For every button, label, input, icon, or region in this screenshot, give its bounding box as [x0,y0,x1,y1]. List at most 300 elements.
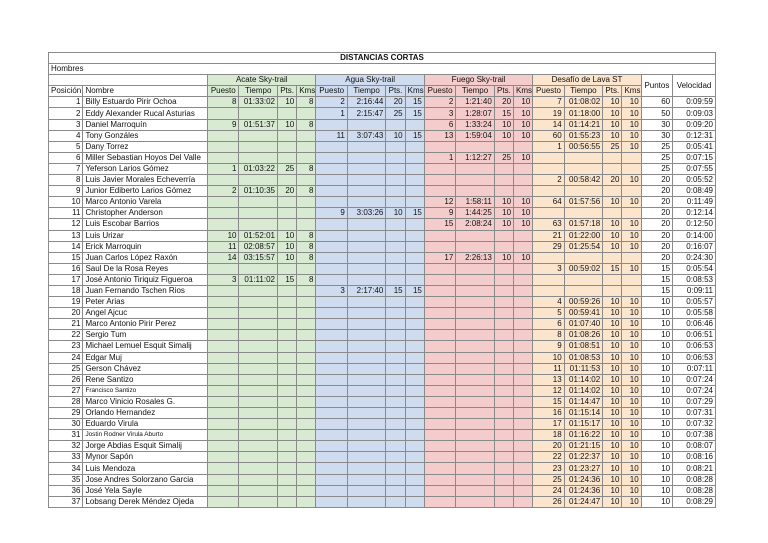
race-cell [405,474,424,485]
row-speed: 0:05:58 [673,308,716,319]
race-cell: 10 [622,297,641,308]
race-cell: 00:59:26 [564,297,603,308]
row-name: Gerson Chávez [83,363,208,374]
race-cell [277,363,296,374]
row-name: Francisco Santizo [83,385,208,396]
row-position: 33 [49,452,83,463]
race-cell [456,463,495,474]
race-cell [386,175,405,186]
race-cell [277,419,296,430]
race-cell [386,463,405,474]
race-cell [316,396,347,407]
row-position: 30 [49,419,83,430]
race-cell [494,186,513,197]
table-row [49,485,716,496]
table-row [49,263,716,274]
race-cell [316,419,347,430]
race-cell [494,463,513,474]
race-cell [347,385,386,396]
race-cell [239,352,278,363]
race-cell [297,308,316,319]
race-cell [456,285,495,296]
subheader-cell: Puesto [208,86,239,97]
race-cell [277,474,296,485]
table-row [49,274,716,285]
race-cell: 25 [533,474,564,485]
race-cell [297,285,316,296]
race-cell: 9 [533,341,564,352]
race-cell [456,330,495,341]
race-cell [622,152,641,163]
race-cell [494,474,513,485]
category-label: Hombres [49,64,716,75]
race-cell [514,474,533,485]
race-cell [424,186,455,197]
race-cell [494,496,513,507]
race-cell: 3 [316,285,347,296]
race-cell [316,485,347,496]
race-cell [514,463,533,474]
race-cell [297,463,316,474]
race-cell [208,396,239,407]
race-cell: 10 [514,130,533,141]
row-name: José Yela Sayle [83,485,208,496]
race-cell [424,396,455,407]
race-cell [564,274,603,285]
subheader-cell: Puesto [424,86,455,97]
race-cell: 10 [494,219,513,230]
race-cell [386,419,405,430]
table-row [49,441,716,452]
race-cell [386,385,405,396]
race-cell [424,385,455,396]
race-cell: 25 [386,108,405,119]
race-cell: 22 [533,452,564,463]
race-cell [239,485,278,496]
race-cell [405,241,424,252]
race-cell [316,319,347,330]
race-cell: 24 [533,485,564,496]
table-row [49,330,716,341]
race-cell [297,208,316,219]
table-row [49,341,716,352]
table-row [49,252,716,263]
race-cell: 10 [622,130,641,141]
race-cell [347,219,386,230]
race-cell [239,474,278,485]
race-cell [277,308,296,319]
race-cell: 2:26:13 [456,252,495,263]
race-cell [208,208,239,219]
race-cell: 20 [277,186,296,197]
race-cell: 10 [622,441,641,452]
race-cell [514,263,533,274]
race-cell: 00:59:41 [564,308,603,319]
race-cell: 01:08:02 [564,97,603,108]
race-cell: 3 [208,274,239,285]
row-speed: 0:09:03 [673,108,716,119]
race-cell [424,330,455,341]
row-position: 1 [49,97,83,108]
table-row [49,230,716,241]
race-cell: 25 [277,163,296,174]
race-cell: 10 [622,485,641,496]
race-cell: 10 [603,363,622,374]
race-cell: 01:08:53 [564,352,603,363]
race-cell [386,141,405,152]
race-cell: 25 [494,152,513,163]
race-cell: 01:11:02 [239,274,278,285]
race-cell [386,230,405,241]
race-cell [239,452,278,463]
race-cell [514,285,533,296]
subheader-cell: Pts. [494,86,513,97]
race-cell: 3:03:26 [347,208,386,219]
row-position: 18 [49,285,83,296]
race-cell: 3 [533,263,564,274]
row-speed: 0:05:57 [673,297,716,308]
race-cell [405,485,424,496]
race-cell [347,175,386,186]
race-cell [316,186,347,197]
row-points: 10 [641,496,672,507]
row-position: 23 [49,341,83,352]
race-cell: 10 [514,119,533,130]
race-cell: 15 [405,97,424,108]
race-cell [316,297,347,308]
race-cell [405,330,424,341]
race-cell [347,319,386,330]
race-cell [316,274,347,285]
row-name: Jostin Rodner Virula Aburto [83,430,208,441]
race-cell [277,297,296,308]
race-cell [386,330,405,341]
race-cell: 8 [297,252,316,263]
race-cell [424,408,455,419]
race-cell [347,485,386,496]
row-speed: 0:05:54 [673,263,716,274]
race-cell: 2 [424,97,455,108]
race-cell [456,163,495,174]
race-cell: 10 [622,263,641,274]
row-name: Erick Marroquin [83,241,208,252]
race-cell [347,419,386,430]
race-cell: 10 [622,341,641,352]
row-position: 12 [49,219,83,230]
race-cell: 01:33:02 [239,97,278,108]
row-points: 15 [641,285,672,296]
race-cell [386,496,405,507]
race-cell [297,219,316,230]
race-cell: 11 [316,130,347,141]
race-cell [405,430,424,441]
race-cell: 15 [405,208,424,219]
race-cell: 10 [603,463,622,474]
row-points: 20 [641,186,672,197]
race-cell: 01:11:53 [564,363,603,374]
results-body [49,97,716,507]
row-name: Luis Escobar Barrios [83,219,208,230]
race-cell [424,441,455,452]
race-cell [297,341,316,352]
race-cell [316,241,347,252]
race-cell: 5 [533,308,564,319]
row-name: Luis Mendoza [83,463,208,474]
row-name: Edgar Muj [83,352,208,363]
race-cell: 1:21:40 [456,97,495,108]
race-cell: 10 [603,496,622,507]
header-position: Posición [49,86,83,97]
race-cell [239,208,278,219]
race-cell: 10 [622,419,641,430]
row-speed: 0:07:24 [673,385,716,396]
row-speed: 0:06:53 [673,352,716,363]
row-name: Marco Antonio Varela [83,197,208,208]
race-cell: 10 [277,241,296,252]
row-position: 9 [49,186,83,197]
race-cell: 10 [603,385,622,396]
race-cell [533,186,564,197]
race-cell: 15 [603,263,622,274]
row-position: 2 [49,108,83,119]
row-points: 10 [641,308,672,319]
race-cell [208,430,239,441]
race-cell: 2:08:24 [456,219,495,230]
row-points: 50 [641,108,672,119]
race-cell: 10 [622,352,641,363]
race-cell [208,130,239,141]
row-position: 34 [49,463,83,474]
race-cell [386,152,405,163]
race-cell: 01:14:47 [564,396,603,407]
race-cell [514,396,533,407]
row-points: 10 [641,352,672,363]
race-cell: 15 [277,274,296,285]
race-cell [239,396,278,407]
row-position: 7 [49,163,83,174]
race-cell [456,241,495,252]
race-cell: 9 [424,208,455,219]
race-cell: 01:08:51 [564,341,603,352]
race-cell: 10 [603,308,622,319]
race-cell [208,152,239,163]
race-cell [424,141,455,152]
race-cell: 10 [603,197,622,208]
race-cell [316,374,347,385]
race-cell [316,430,347,441]
table-row [49,186,716,197]
race-cell [405,308,424,319]
row-speed: 0:08:29 [673,496,716,507]
race-cell [386,374,405,385]
race-cell [456,441,495,452]
race-cell [347,297,386,308]
race-cell: 01:55:23 [564,130,603,141]
race-cell: 01:15:17 [564,419,603,430]
race-cell: 10 [603,230,622,241]
row-position: 26 [49,374,83,385]
race-cell [297,441,316,452]
race-cell: 1 [424,152,455,163]
race-cell [405,374,424,385]
row-points: 10 [641,452,672,463]
race-cell: 10 [622,463,641,474]
table-row [49,208,716,219]
race-cell: 29 [533,241,564,252]
row-points: 10 [641,430,672,441]
race-cell: 10 [622,319,641,330]
race-cell [239,175,278,186]
race-cell: 2:16:44 [347,97,386,108]
race-cell [456,186,495,197]
race-cell [347,463,386,474]
race-cell [208,496,239,507]
race-cell: 01:14:02 [564,374,603,385]
race-cell [456,408,495,419]
row-points: 10 [641,463,672,474]
race-cell: 10 [386,130,405,141]
subheader-cell: Tiempo [564,86,603,97]
race-cell [297,419,316,430]
race-cell: 25 [603,141,622,152]
race-cell: 10 [622,230,641,241]
race-cell: 10 [622,97,641,108]
race-cell [494,163,513,174]
race-cell [424,474,455,485]
race-cell [239,141,278,152]
race-cell: 10 [494,197,513,208]
race-cell [347,263,386,274]
race-cell: 8 [297,230,316,241]
race-cell [297,152,316,163]
row-name: Dany Torrez [83,141,208,152]
row-points: 20 [641,241,672,252]
race-cell [316,474,347,485]
race-cell [386,186,405,197]
race-cell: 10 [622,175,641,186]
race-cell [208,219,239,230]
row-points: 10 [641,441,672,452]
table-row [49,219,716,230]
race-cell [208,330,239,341]
race-cell [456,396,495,407]
race-cell [277,130,296,141]
race-cell: 8 [533,330,564,341]
race-cell [424,241,455,252]
race-cell: 15 [386,285,405,296]
race-cell [386,263,405,274]
race-cell: 8 [297,163,316,174]
race-cell [386,252,405,263]
race-cell: 10 [603,441,622,452]
race-cell: 10 [622,430,641,441]
row-points: 60 [641,97,672,108]
race-cell [514,163,533,174]
row-speed: 0:08:28 [673,485,716,496]
race-cell: 10 [603,396,622,407]
row-name: Junior Ediberto Larios Gómez [83,186,208,197]
race-cell [347,408,386,419]
row-points: 10 [641,319,672,330]
race-cell [239,297,278,308]
race-cell: 18 [533,430,564,441]
row-speed: 0:07:24 [673,374,716,385]
race-cell [456,175,495,186]
row-name: Juan Carlos López Raxón [83,252,208,263]
race-cell [456,352,495,363]
header-name: Nombre [83,86,208,97]
race-cell [494,341,513,352]
table-row [49,385,716,396]
race-cell [494,274,513,285]
race-cell: 11 [208,241,239,252]
race-cell: 01:08:26 [564,330,603,341]
race-cell [405,452,424,463]
row-points: 20 [641,219,672,230]
race-cell [386,341,405,352]
race-cell: 10 [622,496,641,507]
race-cell: 10 [622,219,641,230]
race-cell [297,452,316,463]
race-cell [316,408,347,419]
race-cell [347,430,386,441]
race-cell [494,352,513,363]
race-cell: 01:15:14 [564,408,603,419]
race-cell: 10 [514,152,533,163]
race-cell [494,396,513,407]
race-cell [405,463,424,474]
race-cell [347,474,386,485]
race-cell: 10 [622,385,641,396]
race-cell [277,197,296,208]
race-cell: 01:24:36 [564,485,603,496]
race-cell [239,463,278,474]
race-cell [277,396,296,407]
race-cell [456,141,495,152]
table-row [49,152,716,163]
race-cell [277,263,296,274]
race-cell [603,274,622,285]
race-cell: 01:14:02 [564,385,603,396]
race-cell [239,285,278,296]
row-position: 31 [49,430,83,441]
race-cell [347,308,386,319]
row-name: Peter Arias [83,297,208,308]
race-cell: 12 [533,385,564,396]
row-speed: 0:07:29 [673,396,716,407]
race-cell [316,119,347,130]
subheader-cell: Pts. [386,86,405,97]
race-cell [405,385,424,396]
race-cell [424,374,455,385]
race-cell [622,274,641,285]
row-speed: 0:07:15 [673,152,716,163]
row-speed: 0:12:31 [673,130,716,141]
row-position: 37 [49,496,83,507]
race-cell [514,485,533,496]
table-row [49,108,716,119]
race-cell: 15 [405,108,424,119]
race-cell: 9 [208,119,239,130]
race-cell [316,385,347,396]
race-cell [347,452,386,463]
race-cell [208,485,239,496]
race-cell [347,152,386,163]
race-cell [424,452,455,463]
race-cell: 01:51:37 [239,119,278,130]
race-cell: 10 [603,430,622,441]
race-cell [239,430,278,441]
